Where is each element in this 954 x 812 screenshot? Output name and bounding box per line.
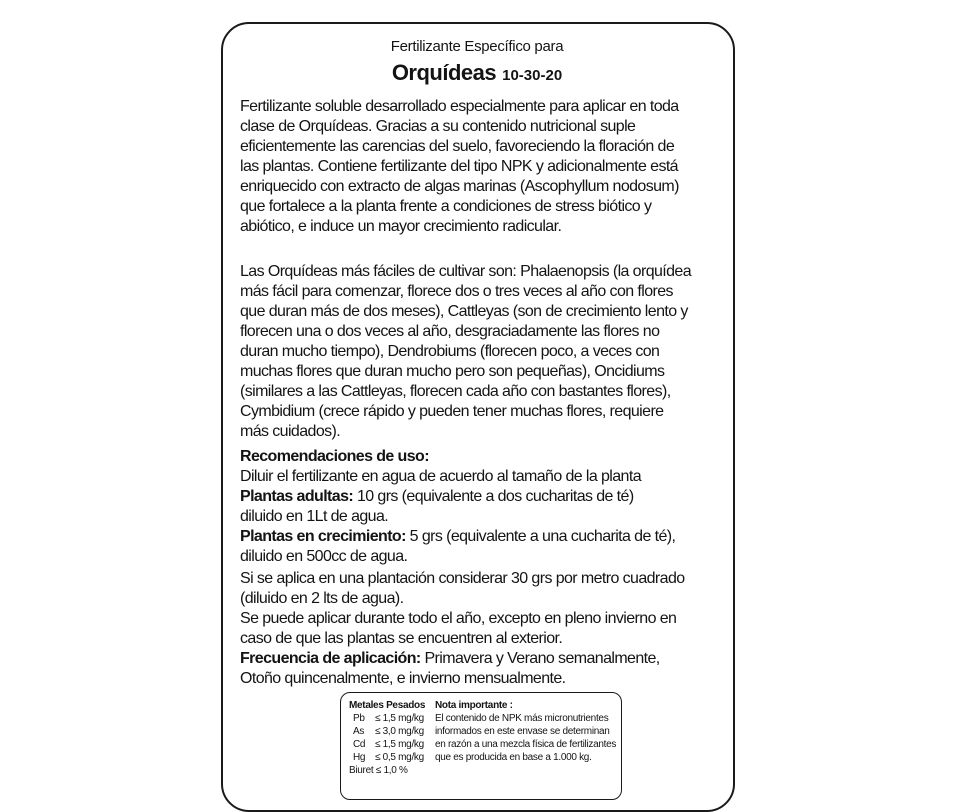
metal-element: As <box>353 726 365 737</box>
year-round-line: Se puede aplicar durante todo el año, excepto en pleno invierno en <box>240 610 677 627</box>
varieties-line: más fácil para comenzar, florece dos o tres veces al año con flores <box>240 283 673 300</box>
product-name: Orquídeas <box>391 60 497 85</box>
npk-ratio: 10-30-20 <box>502 67 563 84</box>
varieties-line: duran mucho tiempo), Dendrobiums (florecen poco, a veces con <box>240 343 660 360</box>
varieties-line: Las Orquídeas más fáciles de cultivar son: Phalaenopsis (la orquídea <box>240 263 692 280</box>
metal-row <box>349 712 441 725</box>
varieties-line: Cymbidium (crece rápido y pueden tener muchas flores, requiere <box>240 403 664 420</box>
biuret-limit: Biuret ≤ 1,0 % <box>349 765 408 776</box>
metal-row <box>349 751 441 764</box>
frequency-label: Frecuencia de aplicación: <box>240 650 421 667</box>
adult-plants-dose: 10 grs (equivalente a dos cucharitas de té) <box>353 488 634 505</box>
frequency-line-2: Otoño quincenalmente, e invierno mensualmente. <box>240 670 566 687</box>
description-line: enriquecido con extracto de algas marinas (Ascophyllum nodosum) <box>240 178 679 195</box>
varieties-line: (similares a las Cattleyas, florecen cada año con bastantes flores), <box>240 383 671 400</box>
varieties-line: más cuidados). <box>240 423 341 440</box>
important-note <box>435 699 619 764</box>
important-note-line: en razón a una mezcla física de fertilizantes <box>435 739 617 750</box>
plantation-line: (diluido en 2 lts de agua). <box>240 590 404 607</box>
usage-intro: Diluir el fertilizante en agua de acuerdo al tamaño de la planta <box>240 468 641 485</box>
frequency-text: Primavera y Verano semanalmente, <box>420 650 660 667</box>
adult-plants-dilution: diluido en 1Lt de agua. <box>240 508 389 525</box>
adult-plants-line <box>240 487 735 507</box>
important-note-line: que es producida en base a 1.000 kg. <box>435 752 592 763</box>
growing-plants-dilution: diluido en 500cc de agua. <box>240 548 408 565</box>
heavy-metals-table <box>349 699 441 777</box>
metal-element: Pb <box>353 713 365 724</box>
description-line: las plantas. Contiene fertilizante del tipo NPK y adicionalmente está <box>240 158 678 175</box>
growing-plants-dose: 5 grs (equivalente a una cucharita de té), <box>405 528 676 545</box>
frequency-line <box>240 649 735 669</box>
metal-limit: ≤ 0,5 mg/kg <box>375 752 424 763</box>
biuret-row <box>349 764 441 777</box>
metal-element: Cd <box>353 739 366 750</box>
plantation-line: Si se aplica en una plantación considerar 30 grs por metro cuadrado <box>240 570 685 587</box>
important-note-line: informados en este envase se determinan <box>435 726 610 737</box>
description-line: Fertilizante soluble desarrollado especialmente para aplicar en toda <box>240 98 679 115</box>
growing-plants-label: Plantas en crecimiento: <box>240 528 406 545</box>
growing-plants-line <box>240 527 735 547</box>
usage-heading-text: Recomendaciones de uso: <box>240 448 429 465</box>
description-line: clase de Orquídeas. Gracias a su contenido nutricional suple <box>240 118 636 135</box>
label-subtitle: Fertilizante Específico para <box>390 38 564 55</box>
product-title <box>0 60 954 86</box>
varieties-line: florecen una o dos veces al año, desgraciadamente las flores no <box>240 323 660 340</box>
year-round-line: caso de que las plantas se encuentren al exterior. <box>240 630 563 647</box>
varieties-line: muchas flores que duran mucho pero son pequeñas), Oncidiums <box>240 363 665 380</box>
description-line: eficientemente las carencias del suelo, favoreciendo la floración de <box>240 138 675 155</box>
metal-limit: ≤ 1,5 mg/kg <box>375 713 424 724</box>
varieties-line: que duran más de dos meses), Cattleyas (son de crecimiento lento y <box>240 303 688 320</box>
metal-limit: ≤ 1,5 mg/kg <box>375 739 424 750</box>
usage-heading <box>240 447 735 467</box>
heavy-metals-title: Metales Pesados <box>349 700 426 711</box>
important-note-title: Nota importante : <box>435 700 513 711</box>
metal-limit: ≤ 3,0 mg/kg <box>375 726 424 737</box>
description-line: abiótico, e induce un mayor crecimiento radicular. <box>240 218 562 235</box>
metal-element: Hg <box>353 752 366 763</box>
metal-row <box>349 725 441 738</box>
metal-row <box>349 738 441 751</box>
important-note-line: El contenido de NPK más micronutrientes <box>435 713 609 724</box>
specs-box <box>340 692 622 800</box>
description-line: que fortalece a la planta frente a condiciones de stress biótico y <box>240 198 652 215</box>
adult-plants-label: Plantas adultas: <box>240 488 354 505</box>
